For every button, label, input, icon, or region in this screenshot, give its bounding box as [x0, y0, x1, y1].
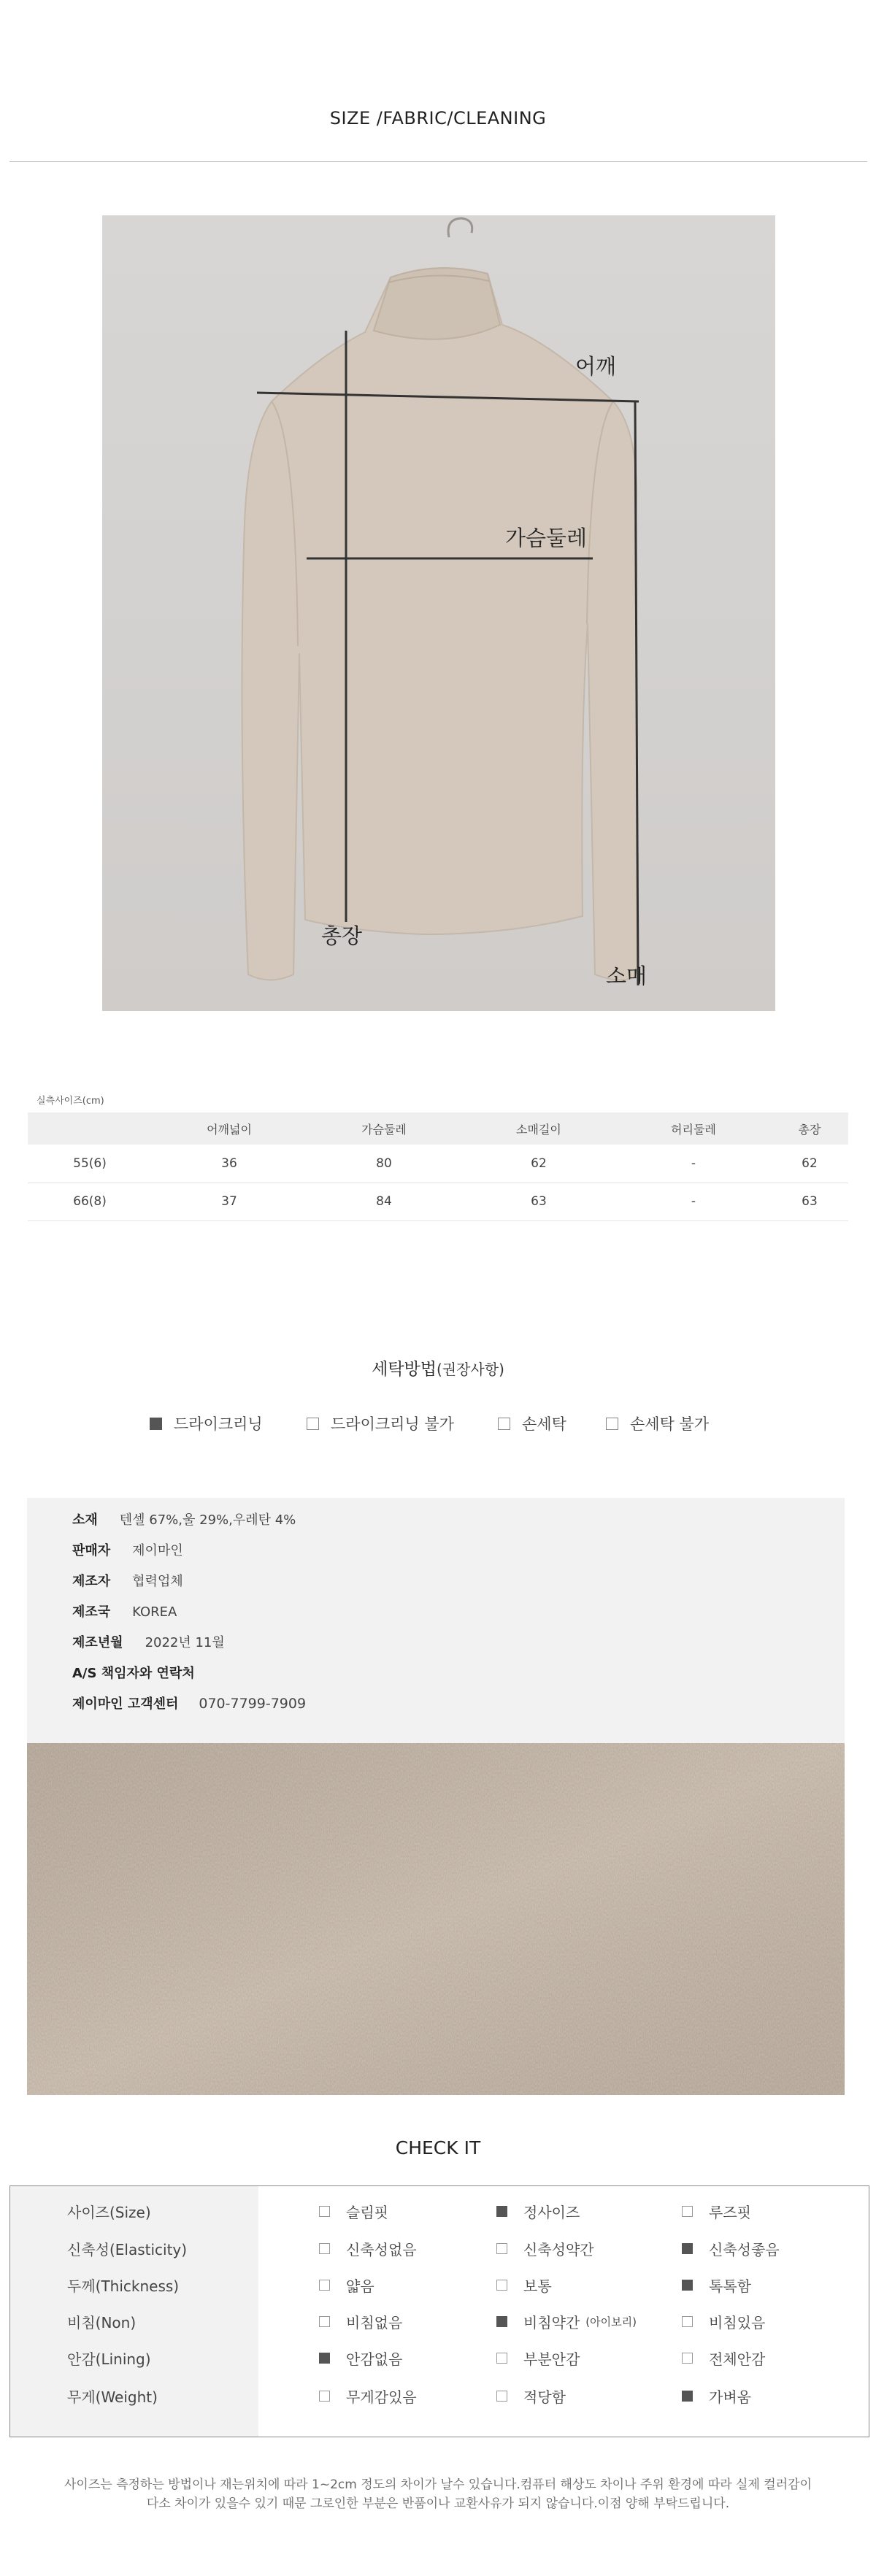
check-option [319, 2238, 417, 2259]
value-cell: 37 [152, 1183, 307, 1220]
checked-box-icon [496, 2206, 507, 2217]
check-option-label: 루즈핏 [709, 2204, 751, 2221]
check-option-label: 얇음 [346, 2277, 374, 2295]
check-label: 무게(Weight) [67, 2388, 158, 2406]
check-option-selected [496, 2201, 580, 2222]
value-cell: 63 [461, 1183, 616, 1220]
empty-box-icon [319, 2391, 330, 2402]
check-option-label: 보통 [523, 2277, 552, 2295]
washing-title [0, 1356, 876, 1380]
info-key: 판매자 [72, 1543, 111, 1558]
garment-illustration [102, 215, 775, 1011]
divider [9, 161, 867, 162]
info-key: 제조자 [72, 1574, 111, 1589]
chest-label: 가슴둘레 [505, 526, 588, 550]
check-label: 신축성(Elasticity) [67, 2241, 188, 2258]
check-option-label: 슬림핏 [346, 2204, 388, 2221]
check-option [682, 2201, 751, 2222]
wash-option-dry-clean [150, 1412, 263, 1434]
value-cell: 62 [771, 1145, 848, 1183]
check-option-label: 안감없음 [346, 2350, 403, 2368]
info-key: 소재 [72, 1512, 98, 1528]
washing-title-main: 세탁방법 [372, 1360, 437, 1379]
info-material [72, 1510, 296, 1529]
info-seller [72, 1540, 183, 1559]
empty-box-icon [682, 2206, 693, 2217]
check-label: 비침(Non) [67, 2314, 137, 2331]
wash-option-no-hand-wash [606, 1412, 709, 1434]
info-key: A/S 책임자와 연락처 [72, 1666, 195, 1681]
check-option [319, 2201, 388, 2222]
product-info-panel [27, 1498, 845, 1743]
fabric-texture [27, 1743, 845, 2095]
check-option-selected [319, 2348, 402, 2369]
info-date [72, 1632, 225, 1651]
wash-option-no-dry-clean [307, 1412, 454, 1434]
empty-box-icon [307, 1418, 319, 1430]
column-header: 허리둘레 [616, 1112, 771, 1145]
empty-box-icon [319, 2316, 330, 2327]
check-option-selected [682, 2238, 780, 2259]
check-it-title: CHECK IT [395, 2137, 481, 2158]
table-row [28, 1183, 848, 1220]
check-option-label: 신축성좋음 [709, 2241, 780, 2258]
fabric-swatch-photo [27, 1743, 845, 2095]
info-center [72, 1693, 306, 1712]
value-cell: - [616, 1183, 771, 1220]
check-option [496, 2385, 566, 2407]
check-option-selected [496, 2311, 637, 2332]
value-cell: - [616, 1145, 771, 1183]
info-value: 협력업체 [132, 1574, 183, 1589]
info-country [72, 1602, 177, 1620]
check-label: 사이즈(Size) [67, 2204, 151, 2221]
info-value: 2022년 11월 [145, 1635, 225, 1650]
check-it-table [9, 2185, 869, 2437]
washing-subtitle: (권장사항) [436, 1361, 504, 1378]
disclaimer-line: 다소 차이가 있을수 있기 때문 그로인한 부분은 반품이나 교환사유가 되지 않습니다.이점 양해 부탁드립니다. [146, 2496, 730, 2511]
checked-box-icon [319, 2353, 330, 2364]
disclaimer-note [0, 2475, 876, 2513]
info-value: 텐셀 67%,울 29%,우레탄 4% [119, 1512, 296, 1528]
value-cell: 84 [307, 1183, 461, 1220]
column-header: 어깨넓이 [152, 1112, 307, 1145]
empty-box-icon [498, 1418, 510, 1430]
checked-box-icon [150, 1418, 162, 1430]
check-option-label: 비침없음 [346, 2314, 403, 2331]
check-option [319, 2275, 374, 2296]
info-value: 제이마인 [132, 1543, 183, 1558]
check-label: 안감(Lining) [67, 2350, 151, 2368]
table-row [28, 1145, 848, 1183]
empty-box-icon [496, 2243, 507, 2254]
empty-box-icon [496, 2280, 507, 2291]
length-label: 총장 [321, 923, 363, 948]
check-option-label: 무게감있음 [346, 2388, 417, 2406]
check-option-label: 정사이즈 [523, 2204, 580, 2221]
value-cell: 62 [461, 1145, 616, 1183]
checked-box-icon [682, 2391, 693, 2402]
check-option-note: (아이보리) [585, 2315, 637, 2329]
check-option-label: 부분안감 [523, 2350, 580, 2368]
empty-box-icon [319, 2243, 330, 2254]
empty-box-icon [319, 2280, 330, 2291]
check-option [682, 2311, 765, 2332]
value-cell: 36 [152, 1145, 307, 1183]
product-photo [102, 215, 775, 1011]
info-value: 070-7799-7909 [199, 1696, 307, 1712]
value-cell: 80 [307, 1145, 461, 1183]
wash-option-label: 드라이크리닝 [174, 1415, 263, 1433]
check-option-selected [682, 2385, 751, 2407]
info-value: KOREA [132, 1604, 177, 1620]
column-header: 가슴둘레 [307, 1112, 461, 1145]
check-option [319, 2385, 417, 2407]
check-option-label: 신축성약간 [523, 2241, 594, 2258]
wash-option-label: 손세탁 불가 [630, 1415, 710, 1433]
info-as [72, 1663, 195, 1682]
column-header: 소매길이 [461, 1112, 616, 1145]
check-option-label: 톡톡함 [709, 2277, 751, 2295]
disclaimer-line: 사이즈는 측정하는 방법이나 재는위치에 따라 1~2cm 정도의 차이가 날수 있습니다.컴퓨터 해상도 차이나 주위 환경에 따라 실제 컬러감이 [64, 2477, 812, 2492]
check-option [496, 2348, 580, 2369]
washing-options [0, 1412, 876, 1434]
sleeve-label: 소매 [606, 964, 648, 988]
page-title: SIZE /FABRIC/CLEANING [329, 108, 547, 128]
check-option-label: 적당함 [523, 2388, 566, 2406]
empty-box-icon [682, 2353, 693, 2364]
size-cell: 55(6) [28, 1145, 152, 1183]
empty-box-icon [496, 2353, 507, 2364]
checked-box-icon [682, 2243, 693, 2254]
empty-box-icon [496, 2391, 507, 2402]
info-key: 제조년월 [72, 1635, 123, 1650]
size-table-header [28, 1112, 848, 1145]
empty-box-icon [682, 2316, 693, 2327]
check-option-label: 비침있음 [709, 2314, 766, 2331]
check-option-label: 가벼움 [709, 2388, 751, 2406]
wash-option-hand-wash [498, 1412, 566, 1434]
check-option-label: 신축성없음 [346, 2241, 417, 2258]
size-caption: 실측사이즈(cm) [36, 1096, 104, 1107]
checked-box-icon [496, 2316, 507, 2327]
check-option [319, 2311, 402, 2332]
info-key: 제조국 [72, 1604, 111, 1620]
size-cell: 66(8) [28, 1183, 152, 1220]
checked-box-icon [682, 2280, 693, 2291]
empty-box-icon [319, 2206, 330, 2217]
value-cell: 63 [771, 1183, 848, 1220]
info-key: 제이마인 고객센터 [72, 1696, 179, 1712]
check-option-selected [682, 2275, 751, 2296]
check-option-label: 비침약간 [523, 2314, 580, 2331]
check-option [682, 2348, 765, 2369]
check-option [496, 2238, 594, 2259]
column-header: 총장 [771, 1112, 848, 1145]
wash-option-label: 손세탁 [522, 1415, 566, 1433]
check-option-label: 전체안감 [709, 2350, 766, 2368]
size-table [28, 1112, 848, 1221]
check-option [496, 2275, 552, 2296]
wash-option-label: 드라이크리닝 불가 [331, 1415, 454, 1433]
check-label: 두께(Thickness) [67, 2277, 180, 2295]
shoulder-label: 어깨 [575, 354, 617, 379]
empty-box-icon [606, 1418, 618, 1430]
column-header [28, 1112, 152, 1145]
info-maker [72, 1571, 183, 1590]
